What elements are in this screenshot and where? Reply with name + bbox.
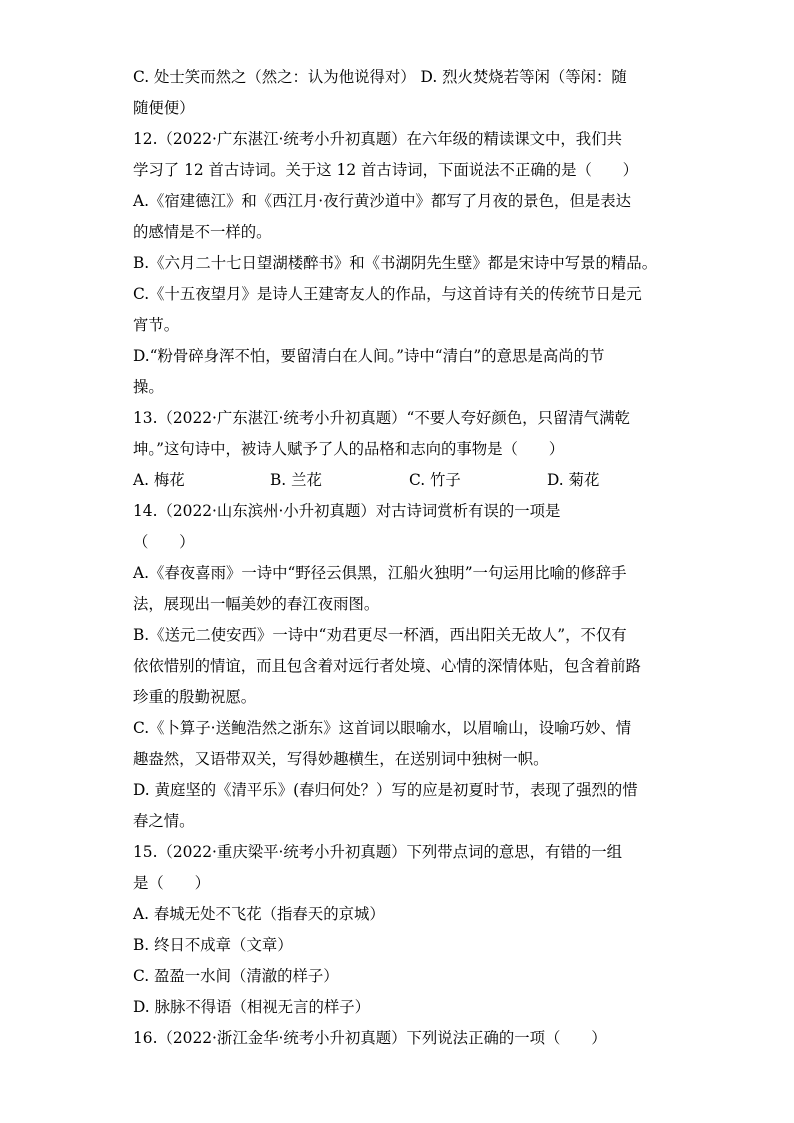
q13-option-b: B. 兰花	[270, 471, 322, 489]
q14-option-d-continuation: 春之情。	[133, 812, 195, 830]
question-15	[133, 837, 663, 1023]
question-11-tail	[133, 62, 663, 124]
q13-stem: 13.（2022·广东湛江·统考小升初真题）“不要人夸好颜色，只留清气满乾	[133, 409, 630, 427]
q15-stem-continuation: 是（ ）	[133, 874, 210, 892]
q15-option-b: B. 终日不成章（文章）	[133, 936, 293, 954]
q12-option-c-continuation: 宵节。	[133, 316, 180, 334]
question-13	[133, 403, 663, 496]
q15-option-d: D. 脉脉不得语（相视无言的样子）	[133, 998, 371, 1016]
q12-option-a: A.《宿建德江》和《西江月·夜行黄沙道中》都写了月夜的景色，但是表达	[133, 192, 632, 210]
q12-option-a-continuation: 的感情是不一样的。	[133, 223, 272, 241]
q15-stem: 15.（2022·重庆梁平·统考小升初真题）下列带点词的意思，有错的一组	[133, 843, 622, 861]
q12-option-b: B.《六月二十七日望湖楼醉书》和《书湖阴先生壁》都是宋诗中写景的精品。	[133, 254, 658, 272]
q16-stem: 16.（2022·浙江金华·统考小升初真题）下列说法正确的一项（ ）	[133, 1029, 607, 1047]
q14-option-a: A.《春夜喜雨》一诗中“野径云俱黑，江船火独明”一句运用比喻的修辞手	[133, 564, 627, 582]
q14-option-b-continuation-2: 珍重的殷勤祝愿。	[133, 688, 257, 706]
q14-stem: 14.（2022·山东滨州·小升初真题）对古诗词赏析有误的一项是	[133, 502, 561, 520]
q12-option-c: C.《十五夜望月》是诗人王建寄友人的作品，与这首诗有关的传统节日是元	[133, 285, 642, 303]
q15-option-a: A. 春城无处不飞花（指春天的京城）	[133, 905, 385, 923]
document-content	[133, 62, 663, 1054]
q13-option-a: A. 梅花	[133, 471, 185, 489]
q13-option-d: D. 菊花	[547, 471, 600, 489]
q14-stem-continuation: （ ）	[133, 533, 195, 551]
question-12	[133, 124, 663, 403]
q12-stem: 12.（2022·广东湛江·统考小升初真题）在六年级的精读课文中，我们共	[133, 130, 622, 148]
q14-option-a-continuation: 法，展现出一幅美妙的春江夜雨图。	[133, 595, 380, 613]
q12-stem-continuation: 学习了 12 首古诗词。关于这 12 首古诗词，下面说法不正确的是（ ）	[133, 161, 639, 179]
q14-option-b-continuation: 依依惜别的情谊，而且包含着对远行者处境、心情的深情体贴，包含着前路	[133, 657, 641, 675]
q14-option-c: C.《卜算子·送鲍浩然之浙东》这首词以眼喻水，以眉喻山，设喻巧妙、情	[133, 719, 632, 737]
question-16	[133, 1023, 663, 1054]
q13-option-c: C. 竹子	[409, 471, 461, 489]
q14-option-c-continuation: 趣盎然，又语带双关，写得妙趣横生，在送别词中独树一帜。	[133, 750, 549, 768]
q15-option-c: C. 盈盈一水间（清澈的样子）	[133, 967, 339, 985]
q13-stem-continuation: 坤。”这句诗中，被诗人赋予了人的品格和志向的事物是（ ）	[133, 440, 565, 458]
q14-option-d: D. 黄庭坚的《清平乐》(春归何处？）写的应是初夏时节，表现了强烈的惜	[133, 781, 638, 799]
question-14	[133, 496, 663, 837]
q14-option-b: B.《送元二使安西》一诗中“劝君更尽一杯酒，西出阳关无故人”，不仅有	[133, 626, 627, 644]
q11-options-cd-line: C. 处士笑而然之（然之：认为他说得对） D. 烈火焚烧若等闲（等闲：随	[133, 68, 627, 86]
q13-options-row	[133, 465, 663, 496]
q12-option-d-continuation: 操。	[133, 378, 164, 396]
q12-option-d: D.“粉骨碎身浑不怕，要留清白在人间。”诗中“清白”的意思是高尚的节	[133, 347, 605, 365]
q11-options-cd-continuation: 随便便）	[133, 99, 195, 117]
